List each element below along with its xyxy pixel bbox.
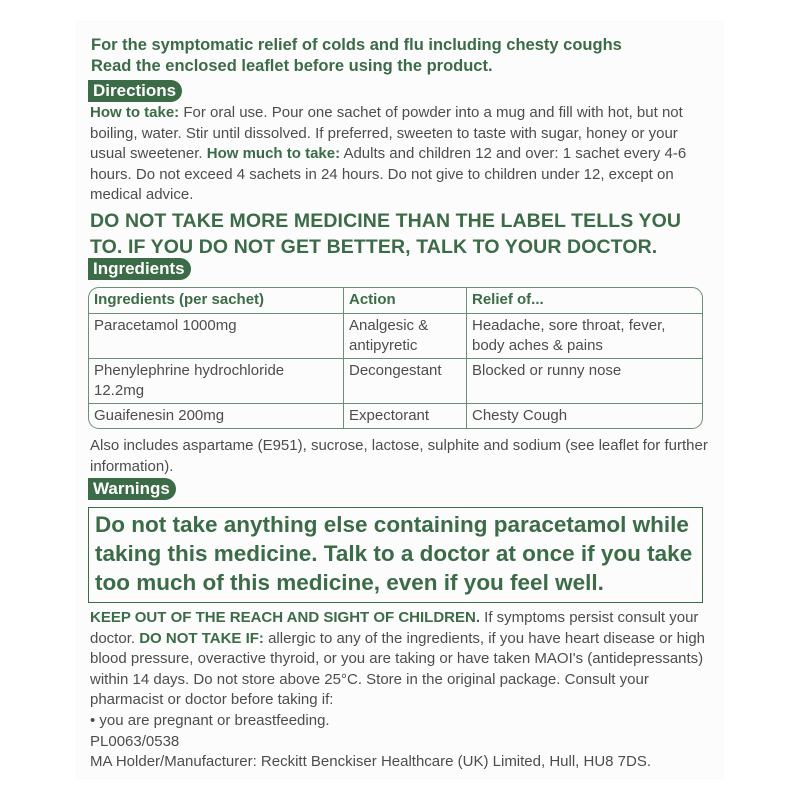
table-cell: Phenylephrine hydrochloride 12.2mg [89, 359, 344, 404]
table-cell: Blocked or runny nose [467, 359, 702, 404]
directions-heading: Directions [88, 80, 182, 102]
table-cell: Decongestant [344, 359, 467, 404]
table-header-row [89, 288, 702, 314]
keep-out-text: If symptoms persist consult your doctor. [90, 609, 699, 647]
column-header-ingredients: Ingredients (per sachet) [89, 288, 344, 314]
table-cell: Analgesic & antipyretic [344, 314, 467, 359]
table-cell: Guaifenesin 200mg [89, 404, 344, 428]
how-to-take-text: For oral use. Pour one sachet of powder into a mug and fill with hot, but not boiling, water. Stir until dissolved. If preferred, sweeten to taste with sugar, honey or your usual sweetener. [90, 104, 683, 163]
also-includes-text: Also includes aspartame (E951), sucrose, lactose, sulphite and sodium (see leaflet for further information). [90, 437, 708, 475]
column-header-action: Action [344, 288, 467, 314]
intro-line-2: Read the enclosed leaflet before using the product. [91, 57, 493, 75]
paracetamol-warning-box: Do not take anything else containing paracetamol while taking this medicine. Talk to a doctor at once if you take too much of this medicine, even if you feel well. [88, 507, 703, 603]
table-cell: Headache, sore throat, fever, body aches & pains [467, 314, 702, 359]
ingredients-heading: Ingredients [88, 258, 191, 280]
warnings-heading: Warnings [88, 478, 176, 500]
dosage-caps-warning: DO NOT TAKE MORE MEDICINE THAN THE LABEL TELLS YOU TO. IF YOU DO NOT GET BETTER, TALK TO YOUR DOCTOR. [90, 210, 682, 258]
table-row [89, 404, 702, 428]
table-row [89, 359, 702, 404]
table-cell: Expectorant [344, 404, 467, 428]
how-much-label: How much to take: [206, 145, 341, 163]
pregnancy-bullet: • you are pregnant or breastfeeding. [90, 711, 330, 729]
ingredients-table [88, 287, 703, 429]
do-not-take-label: DO NOT TAKE IF: [139, 629, 264, 647]
do-not-take-text: allergic to any of the ingredients, if you have heart disease or high blood pressure, overactive thyroid, or you are taking or have taken MAOI's (antidepressants) within 14 days. Do not store above 25°C. Store in the original package. Consult your pharmacist or doctor before taking if: [90, 629, 706, 709]
table-cell: Paracetamol 1000mg [89, 314, 344, 359]
ma-holder: MA Holder/Manufacturer: Reckitt Benckiser Healthcare (UK) Limited, Hull, HU8 7DS. [90, 753, 652, 771]
how-to-take-label: How to take: [90, 104, 180, 121]
intro-line-1: For the symptomatic relief of colds and flu including chesty coughs [91, 36, 622, 54]
table-cell: Chesty Cough [472, 407, 568, 424]
intro-text [91, 35, 711, 77]
warnings-text [90, 608, 710, 773]
pl-number: PL0063/0538 [90, 732, 180, 750]
directions-text [90, 103, 710, 206]
how-much-text: Adults and children 12 and over: 1 sachet every 4-6 hours. Do not exceed 4 sachets in 24 hours. Do not give to children under 12, except on medical advice. [90, 145, 687, 204]
column-header-relief: Relief of... [467, 288, 702, 314]
keep-out-label: KEEP OUT OF THE REACH AND SIGHT OF CHILDREN. [90, 609, 481, 626]
table-row [89, 314, 702, 359]
